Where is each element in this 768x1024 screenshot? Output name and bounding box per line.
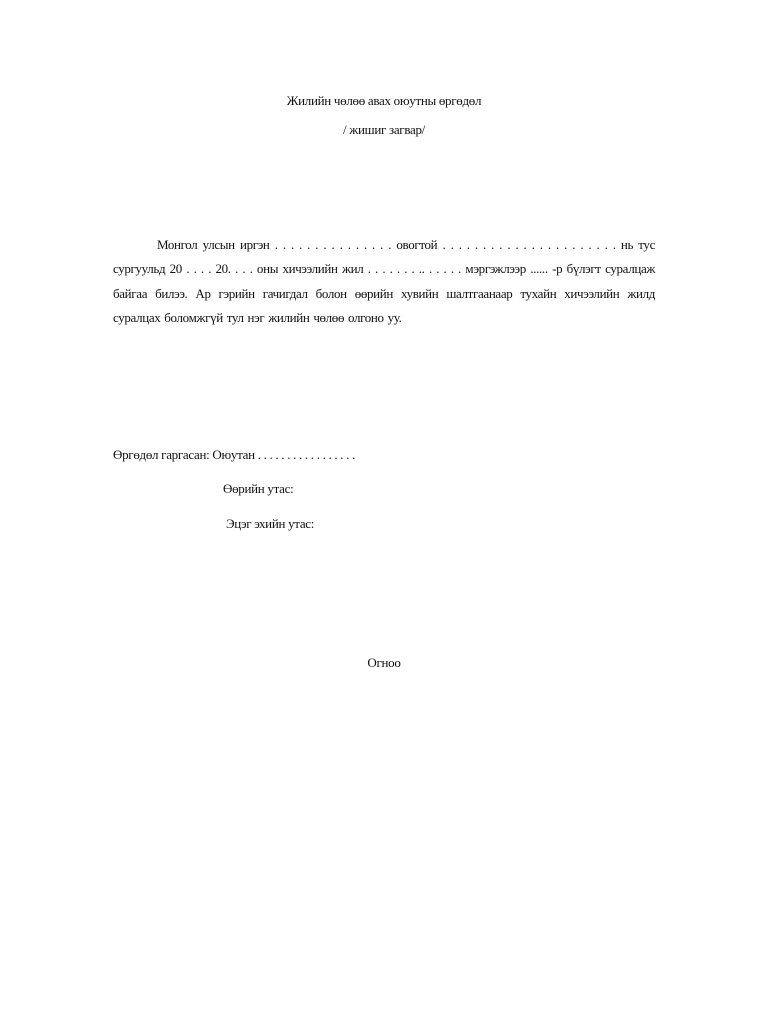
document-subtitle: / жишиг загвар/	[343, 122, 425, 137]
request-paragraph	[113, 233, 655, 330]
request-text: Монгол улсын иргэн . . . . . . . . . . . . . . . овогтой . . . . . . . . . . . . . . . . . . . . . . нь тус сургуульд 20 . . . . 20. . . . оны хичээлийн жил . . . . . . . .. . . . . . мэргэжлээр ...... -р бүлэгт суралцаж байгаа билээ. Ар гэрийн гачигдал болон өөрийн хувийн шалтгаанаар тухайн хичээлийн жилд суралцах боломжгүй тул нэг жилийн чөлөө олгоно уу.	[113, 237, 655, 325]
document-title: Жилийн чөлөө авах оюутны өргөдөл	[286, 93, 482, 108]
applicant-line: Өргөдөл гаргасан: Оюутан . . . . . . . . . . . . . . . . .	[113, 447, 356, 462]
parent-phone-label: Эцэг эхийн утас:	[226, 516, 315, 531]
date-label: Огноо	[367, 655, 401, 670]
own-phone-label: Өөрийн утас:	[223, 481, 294, 496]
